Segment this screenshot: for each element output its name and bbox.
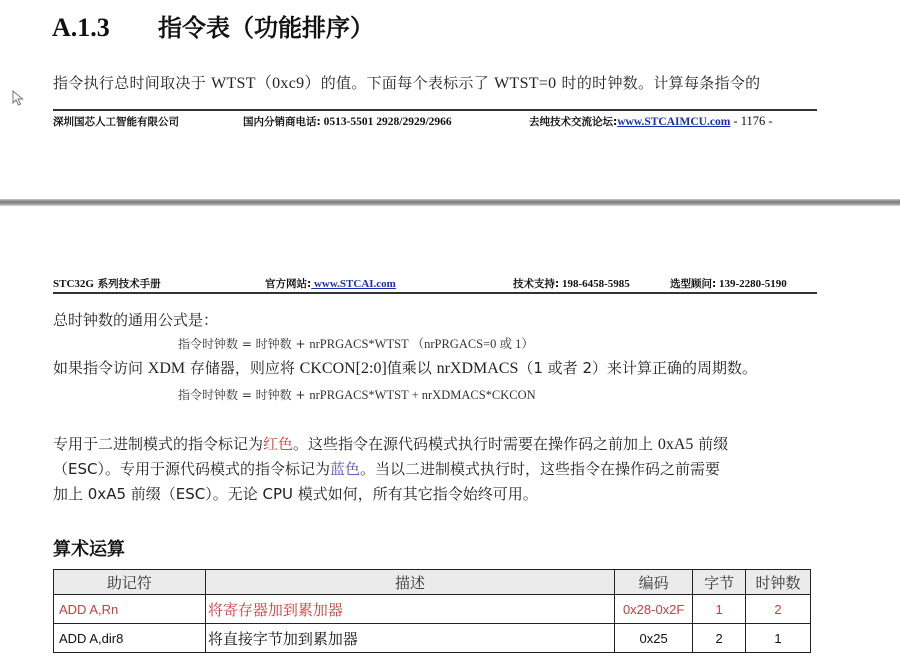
footer-phone: 国内分销商电话: 0513-5501 2928/2929/2966 (243, 116, 452, 128)
section-number: A.1.3 (52, 13, 110, 42)
formula-intro: 总时钟数的通用公式是： (53, 311, 219, 329)
footer-forum: 去纯技术交流论坛:www.STCAIMCU.com - 1176 - (529, 114, 773, 128)
table-row (54, 595, 811, 624)
blue-color-label: 蓝色 (329, 460, 360, 478)
description-cell: 将直接字节加到累加器 (205, 624, 614, 653)
page-separator (0, 199, 900, 206)
website-link[interactable]: www.STCAI.com (311, 278, 396, 290)
section-title: 指令表（功能排序） (158, 14, 374, 42)
table-row (54, 624, 811, 653)
column-header-description: 描述 (205, 570, 614, 595)
header-divider (53, 292, 817, 294)
bytes-cell: 1 (693, 595, 746, 624)
page-1176 (0, 0, 900, 200)
subsection-title: 算术运算 (53, 539, 125, 560)
description-cell: 将寄存器加到累加器 (205, 595, 614, 624)
forum-link[interactable]: www.STCAIMCU.com (617, 116, 731, 128)
mode-paragraph-line-1: 专用于二进制模式的指令标记为红色。这些指令在源代码模式执行时需要在操作码之前加上 0xA5 前缀 (53, 435, 729, 453)
page-header (53, 276, 823, 292)
header-advisor: 选型顾问: 139-2280-5190 (670, 278, 787, 290)
mode-paragraph-line-3: 加上 0xA5 前缀（ESC）。无论 CPU 模式如何，所有其它指令始终可用。 (53, 485, 538, 503)
table-header-row (54, 570, 811, 595)
formula-2: 指令时钟数 = 时钟数 + nrPRGACS*WTST + nrXDMACS*CKCON (178, 388, 536, 402)
red-color-label: 红色 (263, 435, 294, 453)
footer-divider (53, 109, 817, 111)
instruction-table (53, 569, 811, 653)
clocks-cell: 2 (746, 595, 811, 624)
header-manual-name: STC32G 系列技术手册 (53, 278, 161, 290)
column-header-clocks: 时钟数 (746, 570, 811, 595)
page-1177 (0, 206, 900, 659)
header-website: 官方网站: www.STCAI.com (265, 278, 396, 290)
formula-1: 指令时钟数 = 时钟数 + nrPRGACS*WTST （nrPRGACS=0 或 1） (178, 337, 534, 351)
footer-company: 深圳国芯人工智能有限公司 (53, 116, 179, 128)
page-number: - 1176 - (730, 114, 773, 128)
column-header-bytes: 字节 (693, 570, 746, 595)
bytes-cell: 2 (693, 624, 746, 653)
intro-paragraph: 指令执行总时间取决于 WTST（0xc9）的值。下面每个表标示了 WTST=0 时的时钟数。计算每条指令的 (53, 74, 761, 92)
xdm-paragraph: 如果指令访问 XDM 存储器，则应将 CKCON[2:0]值乘以 nrXDMACS（1 或者 2）来计算正确的周期数。 (53, 359, 757, 377)
mode-paragraph-line-2: （ESC）。专用于源代码模式的指令标记为蓝色。当以二进制模式执行时，这些指令在操作码之前需要 (53, 460, 721, 478)
mouse-cursor-icon (12, 90, 24, 106)
column-header-mnemonic: 助记符 (54, 570, 206, 595)
page-footer (53, 114, 823, 130)
encoding-cell: 0x28-0x2F (615, 595, 693, 624)
column-header-encoding: 编码 (615, 570, 693, 595)
section-heading (52, 8, 374, 43)
encoding-cell: 0x25 (615, 624, 693, 653)
mnemonic-cell: ADD A,Rn (54, 595, 206, 624)
header-support: 技术支持: 198-6458-5985 (513, 278, 630, 290)
clocks-cell: 1 (746, 624, 811, 653)
mnemonic-cell: ADD A,dir8 (54, 624, 206, 653)
